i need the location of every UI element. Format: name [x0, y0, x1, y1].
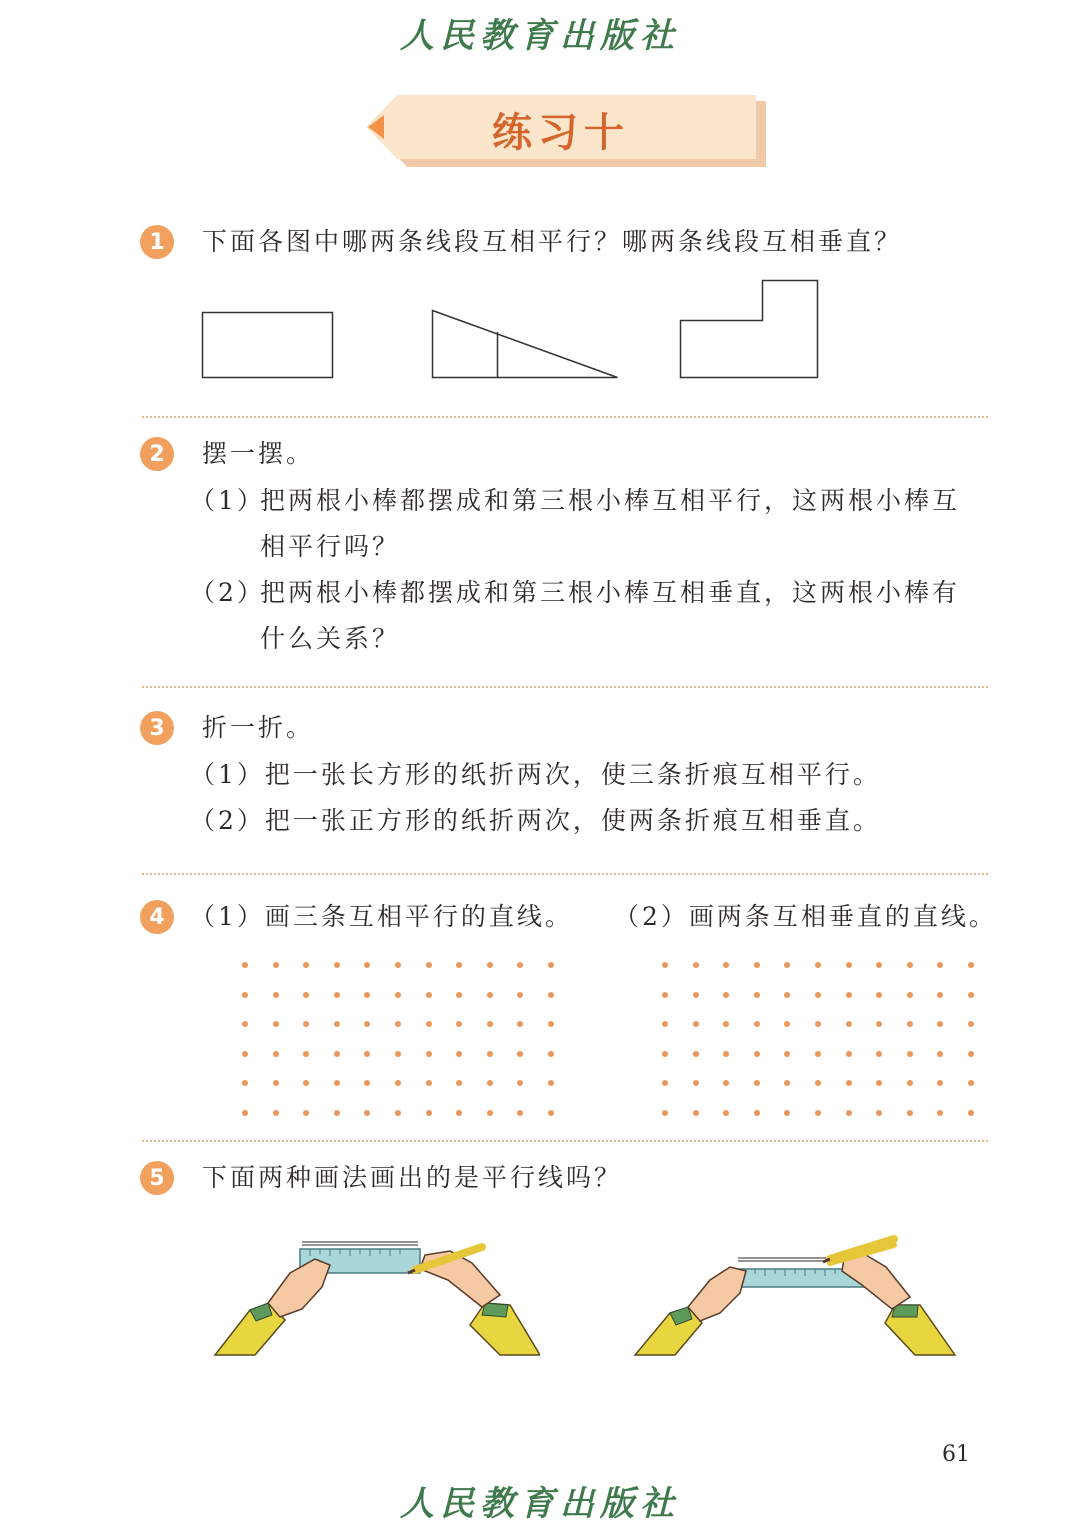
grid-dot[interactable]: [517, 1080, 523, 1086]
grid-dot[interactable]: [907, 1080, 913, 1086]
question-2-number: 2: [140, 437, 174, 471]
grid-dot[interactable]: [395, 992, 401, 998]
grid-dot[interactable]: [395, 1110, 401, 1116]
grid-dot[interactable]: [937, 992, 943, 998]
grid-dot[interactable]: [723, 1080, 729, 1086]
drawing-illustration-left: [210, 1225, 540, 1360]
grid-dot[interactable]: [846, 1021, 852, 1027]
left-hand: [215, 1259, 330, 1355]
right-hand-with-pencil: [823, 1239, 955, 1355]
l-shape-figure: [681, 281, 818, 378]
question-2-sub2-number: （2）: [190, 578, 265, 607]
grid-dot[interactable]: [517, 962, 523, 968]
grid-dot[interactable]: [662, 992, 668, 998]
grid-dot[interactable]: [907, 962, 913, 968]
grid-dot[interactable]: [968, 1021, 974, 1027]
grid-dot[interactable]: [334, 992, 340, 998]
grid-dot[interactable]: [334, 1110, 340, 1116]
grid-dot[interactable]: [426, 1021, 432, 1027]
question-2-sub2-line1: 把两根小棒都摆成和第三根小棒互相垂直，这两根小棒有: [260, 578, 961, 607]
publisher-logo-bottom: 人民教育出版社: [400, 1484, 680, 1524]
grid-dot[interactable]: [784, 1080, 790, 1086]
divider: [142, 873, 988, 875]
grid-dot[interactable]: [303, 962, 309, 968]
grid-dot[interactable]: [548, 1051, 554, 1057]
grid-dot[interactable]: [487, 1021, 493, 1027]
divider: [142, 1140, 988, 1142]
grid-dot[interactable]: [662, 1110, 668, 1116]
question-2-text: 摆一摆。: [202, 439, 315, 468]
grid-dot[interactable]: [876, 1080, 882, 1086]
grid-dot[interactable]: [364, 962, 370, 968]
grid-dot[interactable]: [456, 962, 462, 968]
grid-dot[interactable]: [395, 1051, 401, 1057]
grid-dot[interactable]: [754, 962, 760, 968]
grid-dot[interactable]: [548, 1021, 554, 1027]
grid-dot[interactable]: [784, 1110, 790, 1116]
grid-dot[interactable]: [876, 1021, 882, 1027]
question-2-sub1-line2: 相平行吗？: [260, 532, 401, 561]
grid-dot[interactable]: [303, 1080, 309, 1086]
question-3-sub2: （2）把一张正方形的纸折两次，使两条折痕互相垂直。: [190, 806, 881, 835]
page-number: 61: [942, 1442, 970, 1467]
grid-dot[interactable]: [487, 1080, 493, 1086]
right-hand-with-pencil: [408, 1247, 540, 1355]
grid-dot[interactable]: [815, 992, 821, 998]
question-4-sub2: （2）画两条互相垂直的直线。: [614, 902, 997, 931]
grid-dot[interactable]: [487, 1110, 493, 1116]
grid-dot[interactable]: [456, 1051, 462, 1057]
grid-dot[interactable]: [303, 992, 309, 998]
grid-dot[interactable]: [846, 1051, 852, 1057]
question-3-sub1: （1）把一张长方形的纸折两次，使三条折痕互相平行。: [190, 760, 881, 789]
grid-dot[interactable]: [364, 1110, 370, 1116]
grid-dot[interactable]: [364, 1021, 370, 1027]
triangle-figure: [433, 311, 618, 378]
grid-dot[interactable]: [693, 962, 699, 968]
grid-dot[interactable]: [723, 1021, 729, 1027]
grid-dot[interactable]: [754, 992, 760, 998]
dot-grid-left[interactable]: [242, 962, 554, 1116]
question-5-number: 5: [140, 1161, 174, 1195]
grid-dot[interactable]: [693, 1110, 699, 1116]
grid-dot[interactable]: [456, 992, 462, 998]
grid-dot[interactable]: [242, 962, 248, 968]
grid-dot[interactable]: [395, 962, 401, 968]
grid-dot[interactable]: [876, 962, 882, 968]
grid-dot[interactable]: [693, 1021, 699, 1027]
rectangle-figure: [203, 313, 333, 378]
grid-dot[interactable]: [846, 992, 852, 998]
grid-dot[interactable]: [426, 992, 432, 998]
grid-dot[interactable]: [662, 1021, 668, 1027]
grid-dot[interactable]: [487, 992, 493, 998]
question-2-sub2-line2: 什么关系？: [260, 624, 401, 653]
grid-dot[interactable]: [487, 1051, 493, 1057]
grid-dot[interactable]: [334, 962, 340, 968]
grid-dot[interactable]: [754, 1110, 760, 1116]
exercise-title: 练习十: [492, 110, 630, 156]
grid-dot[interactable]: [754, 1051, 760, 1057]
grid-dot[interactable]: [907, 1110, 913, 1116]
grid-dot[interactable]: [968, 1051, 974, 1057]
grid-dot[interactable]: [723, 992, 729, 998]
grid-dot[interactable]: [968, 1110, 974, 1116]
question-5-text: 下面两种画法画出的是平行线吗？: [202, 1163, 623, 1192]
grid-dot[interactable]: [273, 962, 279, 968]
grid-dot[interactable]: [426, 1110, 432, 1116]
grid-dot[interactable]: [693, 992, 699, 998]
grid-dot[interactable]: [662, 1051, 668, 1057]
grid-dot[interactable]: [548, 962, 554, 968]
grid-dot[interactable]: [784, 992, 790, 998]
grid-dot[interactable]: [242, 1080, 248, 1086]
grid-dot[interactable]: [815, 1080, 821, 1086]
grid-dot[interactable]: [334, 1080, 340, 1086]
grid-dot[interactable]: [303, 1051, 309, 1057]
grid-dot[interactable]: [273, 1051, 279, 1057]
question-3-number: 3: [140, 711, 174, 745]
publisher-logo-top: 人民教育出版社: [400, 16, 680, 56]
grid-dot[interactable]: [273, 992, 279, 998]
divider: [142, 416, 988, 418]
grid-dot[interactable]: [907, 1051, 913, 1057]
grid-dot[interactable]: [517, 992, 523, 998]
question-1-number: 1: [140, 225, 174, 259]
grid-dot[interactable]: [723, 1051, 729, 1057]
grid-dot[interactable]: [364, 1080, 370, 1086]
grid-dot[interactable]: [517, 1051, 523, 1057]
grid-dot[interactable]: [273, 1021, 279, 1027]
grid-dot[interactable]: [937, 1051, 943, 1057]
grid-dot[interactable]: [456, 1021, 462, 1027]
grid-dot[interactable]: [426, 1051, 432, 1057]
grid-dot[interactable]: [937, 1110, 943, 1116]
grid-dot[interactable]: [487, 962, 493, 968]
question-4-number: 4: [140, 900, 174, 934]
grid-dot[interactable]: [548, 992, 554, 998]
grid-dot[interactable]: [242, 992, 248, 998]
grid-dot[interactable]: [876, 1110, 882, 1116]
grid-dot[interactable]: [242, 1110, 248, 1116]
grid-dot[interactable]: [815, 1110, 821, 1116]
grid-dot[interactable]: [242, 1051, 248, 1057]
question-3-text: 折一折。: [202, 713, 315, 742]
grid-dot[interactable]: [937, 1021, 943, 1027]
exercise-title-banner: [366, 95, 766, 167]
grid-dot[interactable]: [968, 992, 974, 998]
grid-dot[interactable]: [693, 1080, 699, 1086]
drawing-illustration-right: [630, 1225, 960, 1360]
grid-dot[interactable]: [548, 1110, 554, 1116]
grid-dot[interactable]: [242, 1021, 248, 1027]
grid-dot[interactable]: [815, 1021, 821, 1027]
grid-dot[interactable]: [784, 1021, 790, 1027]
grid-dot[interactable]: [968, 1080, 974, 1086]
grid-dot[interactable]: [334, 1021, 340, 1027]
grid-dot[interactable]: [815, 962, 821, 968]
grid-dot[interactable]: [846, 1080, 852, 1086]
grid-dot[interactable]: [876, 1051, 882, 1057]
grid-dot[interactable]: [517, 1021, 523, 1027]
grid-dot[interactable]: [662, 1080, 668, 1086]
grid-dot[interactable]: [334, 1051, 340, 1057]
grid-dot[interactable]: [426, 1080, 432, 1086]
grid-dot[interactable]: [517, 1110, 523, 1116]
left-hand: [635, 1267, 746, 1355]
grid-dot[interactable]: [426, 962, 432, 968]
grid-dot[interactable]: [846, 1110, 852, 1116]
grid-dot[interactable]: [937, 962, 943, 968]
grid-dot[interactable]: [754, 1080, 760, 1086]
grid-dot[interactable]: [662, 962, 668, 968]
grid-dot[interactable]: [937, 1080, 943, 1086]
grid-dot[interactable]: [784, 962, 790, 968]
grid-dot[interactable]: [693, 1051, 699, 1057]
question-1-figures: [195, 275, 825, 385]
grid-dot[interactable]: [456, 1110, 462, 1116]
grid-dot[interactable]: [784, 1051, 790, 1057]
question-4-sub1: （1）画三条互相平行的直线。: [190, 902, 573, 931]
grid-dot[interactable]: [364, 992, 370, 998]
dot-grid-right[interactable]: [662, 962, 974, 1116]
question-2-sub1-number: （1）: [190, 486, 265, 515]
divider: [142, 686, 988, 688]
grid-dot[interactable]: [395, 1080, 401, 1086]
grid-dot[interactable]: [303, 1021, 309, 1027]
grid-dot[interactable]: [907, 1021, 913, 1027]
grid-dot[interactable]: [723, 1110, 729, 1116]
grid-dot[interactable]: [723, 962, 729, 968]
grid-dot[interactable]: [548, 1080, 554, 1086]
grid-dot[interactable]: [754, 1021, 760, 1027]
grid-dot[interactable]: [876, 992, 882, 998]
grid-dot[interactable]: [907, 992, 913, 998]
grid-dot[interactable]: [273, 1110, 279, 1116]
grid-dot[interactable]: [395, 1021, 401, 1027]
question-1-text: 下面各图中哪两条线段互相平行？哪两条线段互相垂直？: [202, 227, 903, 256]
grid-dot[interactable]: [815, 1051, 821, 1057]
grid-dot[interactable]: [456, 1080, 462, 1086]
grid-dot[interactable]: [303, 1110, 309, 1116]
question-2-sub1-line1: 把两根小棒都摆成和第三根小棒互相平行，这两根小棒互: [260, 486, 961, 515]
grid-dot[interactable]: [364, 1051, 370, 1057]
grid-dot[interactable]: [846, 962, 852, 968]
grid-dot[interactable]: [273, 1080, 279, 1086]
grid-dot[interactable]: [968, 962, 974, 968]
